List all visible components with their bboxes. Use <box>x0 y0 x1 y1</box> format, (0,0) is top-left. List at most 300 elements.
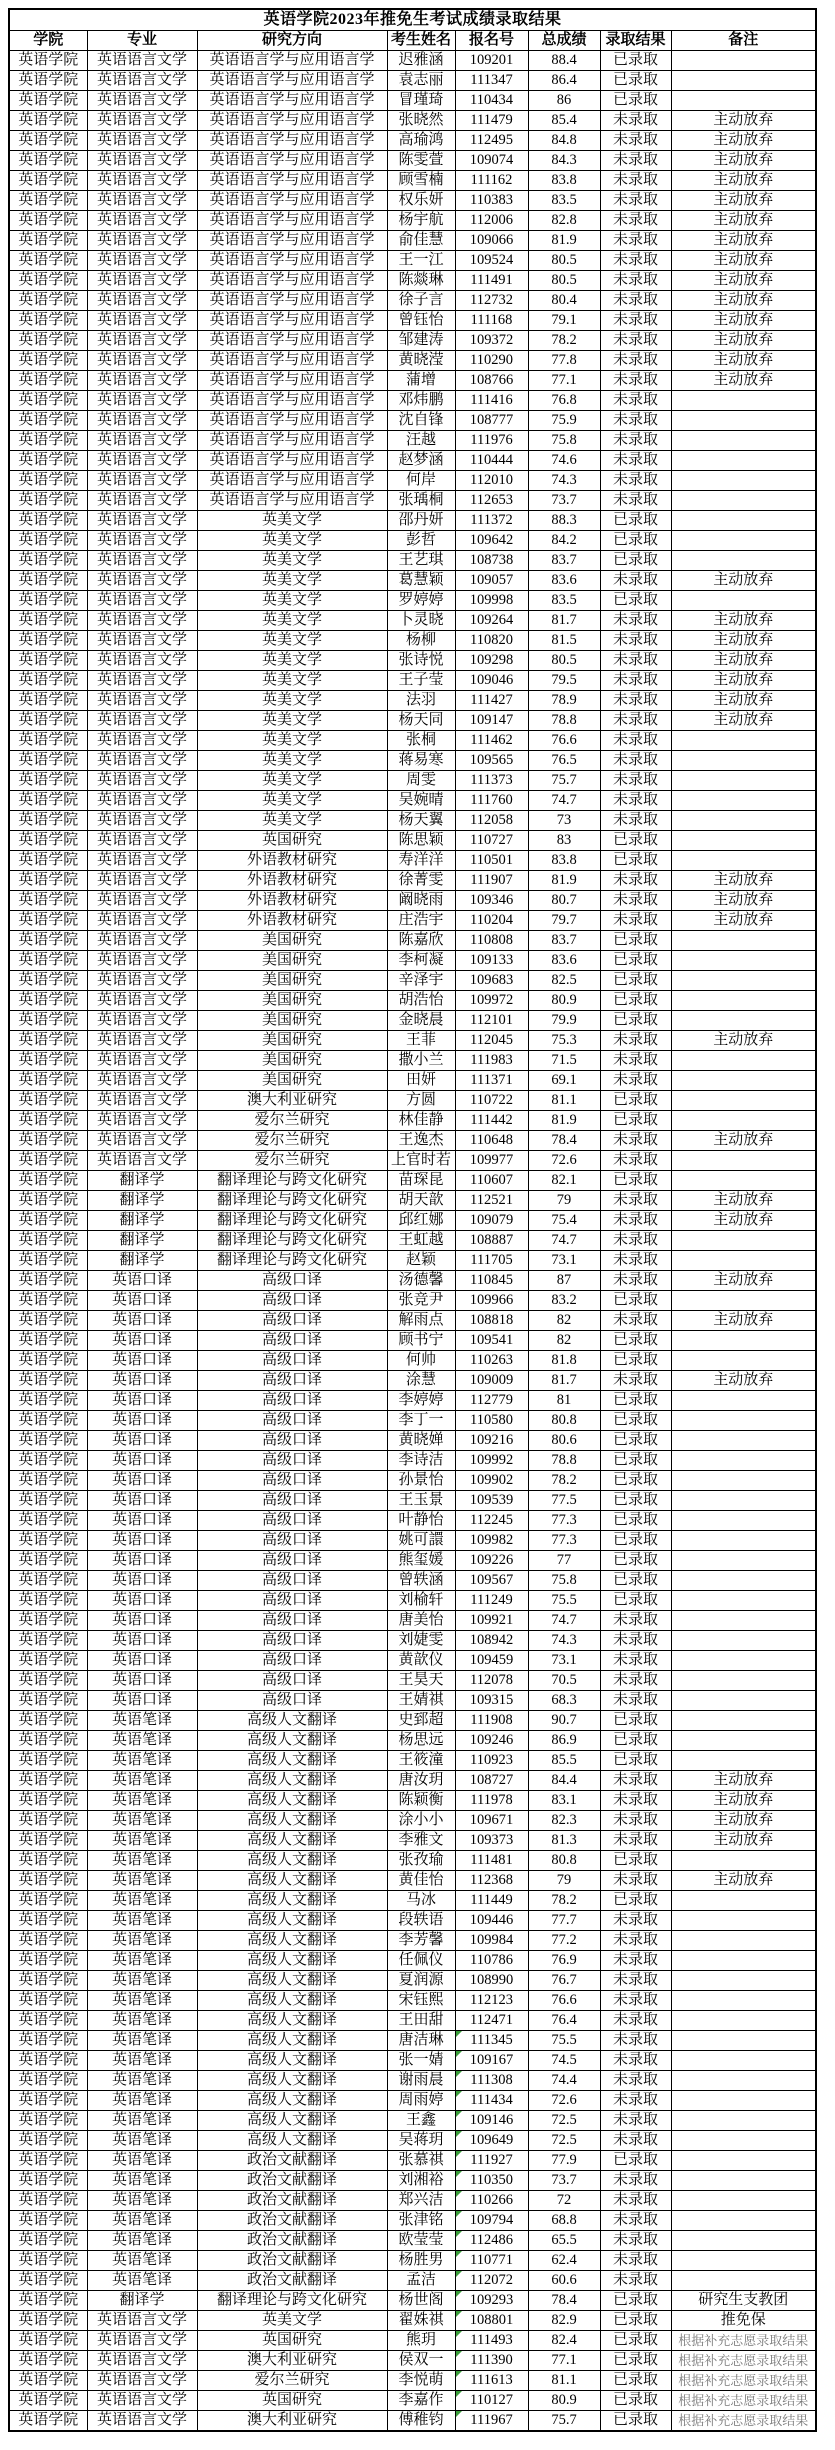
cell-candidate-name: 李诗洁 <box>387 1450 455 1470</box>
cell-major: 英语口译 <box>87 1610 197 1630</box>
cell-direction: 政治文献翻译 <box>197 2210 387 2230</box>
cell-total-score: 81.9 <box>528 1110 600 1130</box>
cell-candidate-name: 彭哲 <box>387 530 455 550</box>
cell-total-score: 83.8 <box>528 850 600 870</box>
cell-major: 英语笔译 <box>87 2110 197 2130</box>
cell-remark <box>671 750 816 770</box>
cell-college: 英语学院 <box>9 1790 87 1810</box>
cell-candidate-name: 史郅超 <box>387 1710 455 1730</box>
cell-candidate-name: 袁志丽 <box>387 70 455 90</box>
cell-total-score: 80.5 <box>528 250 600 270</box>
cell-remark <box>671 1110 816 1130</box>
cell-result: 未录取 <box>600 410 671 430</box>
cell-candidate-name: 罗婷婷 <box>387 590 455 610</box>
cell-total-score: 83.7 <box>528 930 600 950</box>
cell-direction: 翻译理论与跨文化研究 <box>197 1190 387 1210</box>
cell-reg-no: 112521 <box>455 1190 528 1210</box>
table-row <box>9 790 816 810</box>
cell-direction: 英语语言学与应用语言学 <box>197 410 387 430</box>
cell-result: 未录取 <box>600 1990 671 2010</box>
table-row <box>9 250 816 270</box>
cell-major: 英语语言文学 <box>87 1090 197 1110</box>
cell-direction: 英美文学 <box>197 710 387 730</box>
cell-total-score: 77 <box>528 1550 600 1570</box>
cell-college: 英语学院 <box>9 210 87 230</box>
cell-college: 英语学院 <box>9 470 87 490</box>
cell-result: 未录取 <box>600 350 671 370</box>
table-row <box>9 1750 816 1770</box>
cell-candidate-name: 卜灵晓 <box>387 610 455 630</box>
table-row <box>9 70 816 90</box>
cell-college: 英语学院 <box>9 1370 87 1390</box>
cell-direction: 爱尔兰研究 <box>197 1130 387 1150</box>
cell-major: 英语口译 <box>87 1510 197 1530</box>
table-row <box>9 1670 816 1690</box>
cell-remark <box>671 430 816 450</box>
admission-results-table <box>8 8 817 2432</box>
cell-college: 英语学院 <box>9 110 87 130</box>
cell-reg-no: 111308 <box>455 2070 528 2090</box>
cell-major: 英语口译 <box>87 1370 197 1390</box>
cell-major: 英语语言文学 <box>87 690 197 710</box>
cell-reg-no: 109133 <box>455 950 528 970</box>
cell-reg-no: 112123 <box>455 1990 528 2010</box>
cell-reg-no: 109201 <box>455 50 528 70</box>
cell-result: 已录取 <box>600 1110 671 1130</box>
cell-college: 英语学院 <box>9 1050 87 1070</box>
cell-major: 英语笔译 <box>87 1710 197 1730</box>
cell-college: 英语学院 <box>9 170 87 190</box>
cell-major: 英语语言文学 <box>87 1030 197 1050</box>
cell-college: 英语学院 <box>9 290 87 310</box>
cell-reg-no: 110648 <box>455 1130 528 1150</box>
cell-candidate-name: 赵梦涵 <box>387 450 455 470</box>
cell-result: 未录取 <box>600 2130 671 2150</box>
cell-reg-no: 109246 <box>455 1730 528 1750</box>
cell-major: 英语口译 <box>87 1350 197 1370</box>
cell-remark: 主动放弃 <box>671 310 816 330</box>
cell-remark: 主动放弃 <box>671 1770 816 1790</box>
cell-remark: 主动放弃 <box>671 890 816 910</box>
cell-major: 英语笔译 <box>87 1730 197 1750</box>
cell-candidate-name: 李雅文 <box>387 1830 455 1850</box>
cell-remark: 主动放弃 <box>671 710 816 730</box>
table-row <box>9 390 816 410</box>
cell-direction: 爱尔兰研究 <box>197 1110 387 1130</box>
cell-remark: 主动放弃 <box>671 270 816 290</box>
table-row <box>9 1590 816 1610</box>
table-row <box>9 650 816 670</box>
cell-major: 英语口译 <box>87 1530 197 1550</box>
cell-reg-no: 108818 <box>455 1310 528 1330</box>
cell-direction: 英美文学 <box>197 810 387 830</box>
cell-candidate-name: 王子莹 <box>387 670 455 690</box>
cell-reg-no: 109216 <box>455 1430 528 1450</box>
cell-result: 未录取 <box>600 1870 671 1890</box>
cell-remark <box>671 950 816 970</box>
cell-remark <box>671 1910 816 1930</box>
cell-college: 英语学院 <box>9 1930 87 1950</box>
table-row <box>9 2330 816 2350</box>
cell-result: 未录取 <box>600 690 671 710</box>
cell-major: 英语语言文学 <box>87 150 197 170</box>
green-triangle-marker <box>456 2071 462 2077</box>
cell-reg-no: 109079 <box>455 1210 528 1230</box>
table-row <box>9 1690 816 1710</box>
cell-remark <box>671 530 816 550</box>
table-row <box>9 210 816 230</box>
cell-remark <box>671 1570 816 1590</box>
table-row <box>9 1650 816 1670</box>
cell-total-score: 77.3 <box>528 1530 600 1550</box>
cell-reg-no: 112653 <box>455 490 528 510</box>
cell-result: 未录取 <box>600 2190 671 2210</box>
cell-reg-no: 109567 <box>455 1570 528 1590</box>
cell-total-score: 82.5 <box>528 970 600 990</box>
cell-candidate-name: 张诗悦 <box>387 650 455 670</box>
column-header-college: 学院 <box>9 30 87 50</box>
cell-total-score: 73.1 <box>528 1250 600 1270</box>
cell-total-score: 78.2 <box>528 1890 600 1910</box>
cell-major: 英语语言文学 <box>87 770 197 790</box>
cell-candidate-name: 李丁一 <box>387 1410 455 1430</box>
cell-reg-no: 112101 <box>455 1010 528 1030</box>
cell-major: 英语语言文学 <box>87 2370 197 2390</box>
cell-result: 未录取 <box>600 1210 671 1230</box>
green-triangle-marker <box>456 2211 462 2217</box>
table-row <box>9 450 816 470</box>
table-row <box>9 1030 816 1050</box>
cell-remark <box>671 1470 816 1490</box>
cell-remark <box>671 830 816 850</box>
cell-direction: 翻译理论与跨文化研究 <box>197 1210 387 1230</box>
cell-reg-no: 111390 <box>455 2350 528 2370</box>
cell-total-score: 74.6 <box>528 450 600 470</box>
cell-reg-no: 109921 <box>455 1610 528 1630</box>
cell-total-score: 76.6 <box>528 1990 600 2010</box>
cell-result: 未录取 <box>600 910 671 930</box>
cell-total-score: 75.7 <box>528 2410 600 2431</box>
table-row <box>9 1930 816 1950</box>
cell-reg-no: 109539 <box>455 1490 528 1510</box>
table-row <box>9 2050 816 2070</box>
cell-major: 英语语言文学 <box>87 530 197 550</box>
cell-remark: 主动放弃 <box>671 110 816 130</box>
cell-remark: 主动放弃 <box>671 1810 816 1830</box>
cell-candidate-name: 杨思远 <box>387 1730 455 1750</box>
cell-candidate-name: 傅稚钧 <box>387 2410 455 2431</box>
cell-total-score: 77.5 <box>528 1490 600 1510</box>
cell-candidate-name: 汪越 <box>387 430 455 450</box>
cell-candidate-name: 李嘉作 <box>387 2390 455 2410</box>
cell-remark <box>671 1950 816 1970</box>
cell-result: 已录取 <box>600 1590 671 1610</box>
cell-major: 英语语言文学 <box>87 830 197 850</box>
cell-reg-no: 108727 <box>455 1770 528 1790</box>
cell-remark <box>671 810 816 830</box>
cell-result: 已录取 <box>600 2290 671 2310</box>
cell-total-score: 80.8 <box>528 1850 600 1870</box>
cell-major: 翻译学 <box>87 1230 197 1250</box>
cell-remark: 主动放弃 <box>671 1210 816 1230</box>
table-row <box>9 350 816 370</box>
cell-reg-no: 111978 <box>455 1790 528 1810</box>
cell-remark <box>671 50 816 70</box>
cell-result: 未录取 <box>600 2230 671 2250</box>
cell-total-score: 71.5 <box>528 1050 600 1070</box>
cell-direction: 爱尔兰研究 <box>197 1150 387 1170</box>
cell-college: 英语学院 <box>9 2010 87 2030</box>
cell-candidate-name: 葛慧颖 <box>387 570 455 590</box>
table-row <box>9 1310 816 1330</box>
cell-major: 英语笔译 <box>87 2070 197 2090</box>
table-row <box>9 530 816 550</box>
cell-remark <box>671 90 816 110</box>
cell-reg-no: 109346 <box>455 890 528 910</box>
cell-major: 英语笔译 <box>87 2270 197 2290</box>
cell-reg-no: 109524 <box>455 250 528 270</box>
cell-reg-no: 110808 <box>455 930 528 950</box>
green-triangle-marker <box>456 2251 462 2257</box>
cell-result: 已录取 <box>600 1170 671 1190</box>
cell-direction: 高级口译 <box>197 1370 387 1390</box>
cell-candidate-name: 李柯凝 <box>387 950 455 970</box>
cell-remark: 主动放弃 <box>671 1790 816 1810</box>
cell-college: 英语学院 <box>9 1910 87 1930</box>
table-row <box>9 150 816 170</box>
cell-total-score: 79.1 <box>528 310 600 330</box>
cell-total-score: 81.5 <box>528 630 600 650</box>
cell-remark: 主动放弃 <box>671 610 816 630</box>
cell-direction: 政治文献翻译 <box>197 2150 387 2170</box>
cell-college: 英语学院 <box>9 1090 87 1110</box>
cell-remark: 主动放弃 <box>671 1130 816 1150</box>
cell-result: 未录取 <box>600 1810 671 1830</box>
cell-total-score: 84.8 <box>528 130 600 150</box>
cell-remark: 主动放弃 <box>671 170 816 190</box>
cell-remark <box>671 1410 816 1430</box>
cell-major: 英语笔译 <box>87 2230 197 2250</box>
cell-total-score: 81.7 <box>528 610 600 630</box>
cell-candidate-name: 曾钰怡 <box>387 310 455 330</box>
cell-total-score: 72.6 <box>528 1150 600 1170</box>
cell-reg-no: 109902 <box>455 1470 528 1490</box>
cell-candidate-name: 胡浩怡 <box>387 990 455 1010</box>
cell-result: 未录取 <box>600 1790 671 1810</box>
table-row <box>9 2170 816 2190</box>
cell-candidate-name: 迟雅涵 <box>387 50 455 70</box>
column-header-reg-no: 报名号 <box>455 30 528 50</box>
cell-major: 英语语言文学 <box>87 750 197 770</box>
table-row <box>9 1410 816 1430</box>
cell-result: 未录取 <box>600 1610 671 1630</box>
cell-college: 英语学院 <box>9 830 87 850</box>
cell-total-score: 82 <box>528 1310 600 1330</box>
cell-result: 未录取 <box>600 110 671 130</box>
cell-reg-no: 111249 <box>455 1590 528 1610</box>
table-row <box>9 2150 816 2170</box>
cell-direction: 高级人文翻译 <box>197 1950 387 1970</box>
cell-result: 未录取 <box>600 1130 671 1150</box>
cell-direction: 英语语言学与应用语言学 <box>197 270 387 290</box>
cell-candidate-name: 涂小小 <box>387 1810 455 1830</box>
cell-remark <box>671 1430 816 1450</box>
cell-major: 英语语言文学 <box>87 590 197 610</box>
cell-major: 英语语言文学 <box>87 50 197 70</box>
cell-result: 已录取 <box>600 1010 671 1030</box>
cell-direction: 英语语言学与应用语言学 <box>197 290 387 310</box>
cell-reg-no: 109966 <box>455 1290 528 1310</box>
cell-college: 英语学院 <box>9 550 87 570</box>
table-row <box>9 630 816 650</box>
cell-college: 英语学院 <box>9 1750 87 1770</box>
cell-college: 英语学院 <box>9 650 87 670</box>
cell-college: 英语学院 <box>9 70 87 90</box>
cell-total-score: 78.4 <box>528 1130 600 1150</box>
cell-reg-no: 112045 <box>455 1030 528 1050</box>
cell-direction: 英语语言学与应用语言学 <box>197 210 387 230</box>
table-row <box>9 670 816 690</box>
cell-direction: 高级口译 <box>197 1270 387 1290</box>
cell-reg-no: 111168 <box>455 310 528 330</box>
cell-college: 英语学院 <box>9 1070 87 1090</box>
cell-result: 未录取 <box>600 130 671 150</box>
cell-major: 英语语言文学 <box>87 970 197 990</box>
cell-reg-no: 109293 <box>455 2290 528 2310</box>
cell-result: 已录取 <box>600 1330 671 1350</box>
cell-total-score: 83.7 <box>528 550 600 570</box>
cell-result: 未录取 <box>600 1190 671 1210</box>
cell-college: 英语学院 <box>9 1510 87 1530</box>
cell-remark: 主动放弃 <box>671 150 816 170</box>
cell-college: 英语学院 <box>9 310 87 330</box>
cell-major: 英语笔译 <box>87 1870 197 1890</box>
cell-result: 未录取 <box>600 370 671 390</box>
cell-major: 翻译学 <box>87 1170 197 1190</box>
cell-total-score: 77.7 <box>528 1910 600 1930</box>
cell-result: 未录取 <box>600 1150 671 1170</box>
cell-result: 已录取 <box>600 530 671 550</box>
cell-remark <box>671 1350 816 1370</box>
cell-remark: 根据补充志愿录取结果 <box>671 2350 816 2370</box>
cell-candidate-name: 王田甜 <box>387 2010 455 2030</box>
cell-total-score: 70.5 <box>528 1670 600 1690</box>
cell-result: 未录取 <box>600 1630 671 1650</box>
cell-major: 英语笔译 <box>87 2210 197 2230</box>
table-row <box>9 1810 816 1830</box>
cell-college: 英语学院 <box>9 390 87 410</box>
cell-major: 英语语言文学 <box>87 810 197 830</box>
cell-result: 未录取 <box>600 450 671 470</box>
table-row <box>9 1230 816 1250</box>
cell-result: 未录取 <box>600 1670 671 1690</box>
cell-result: 未录取 <box>600 2210 671 2230</box>
cell-total-score: 83.5 <box>528 590 600 610</box>
table-row <box>9 1250 816 1270</box>
cell-direction: 高级人文翻译 <box>197 1710 387 1730</box>
cell-total-score: 82.3 <box>528 1810 600 1830</box>
cell-candidate-name: 王逸杰 <box>387 1130 455 1150</box>
cell-total-score: 75.8 <box>528 1570 600 1590</box>
cell-candidate-name: 庄浩宇 <box>387 910 455 930</box>
cell-total-score: 86.4 <box>528 70 600 90</box>
cell-total-score: 79 <box>528 1190 600 1210</box>
cell-college: 英语学院 <box>9 1670 87 1690</box>
cell-reg-no: 109794 <box>455 2210 528 2230</box>
cell-college: 英语学院 <box>9 930 87 950</box>
cell-total-score: 68.8 <box>528 2210 600 2230</box>
cell-reg-no: 109982 <box>455 1530 528 1550</box>
cell-college: 英语学院 <box>9 1430 87 1450</box>
cell-direction: 英美文学 <box>197 590 387 610</box>
cell-college: 英语学院 <box>9 790 87 810</box>
cell-result: 未录取 <box>600 1930 671 1950</box>
cell-direction: 外语教材研究 <box>197 870 387 890</box>
cell-direction: 美国研究 <box>197 1030 387 1050</box>
cell-college: 英语学院 <box>9 1150 87 1170</box>
cell-result: 未录取 <box>600 650 671 670</box>
cell-remark <box>671 1710 816 1730</box>
cell-reg-no: 109298 <box>455 650 528 670</box>
cell-remark <box>671 2270 816 2290</box>
table-row <box>9 2010 816 2030</box>
cell-reg-no: 111449 <box>455 1890 528 1910</box>
cell-result: 已录取 <box>600 90 671 110</box>
cell-reg-no: 111613 <box>455 2370 528 2390</box>
table-row <box>9 1290 816 1310</box>
cell-result: 已录取 <box>600 830 671 850</box>
column-header-candidate-name: 考生姓名 <box>387 30 455 50</box>
cell-major: 英语语言文学 <box>87 310 197 330</box>
cell-reg-no: 112368 <box>455 1870 528 1890</box>
table-row <box>9 2130 816 2150</box>
cell-candidate-name: 邵丹妍 <box>387 510 455 530</box>
cell-college: 英语学院 <box>9 330 87 350</box>
table-row <box>9 2350 816 2370</box>
cell-major: 英语口译 <box>87 1650 197 1670</box>
cell-direction: 英美文学 <box>197 670 387 690</box>
cell-direction: 高级人文翻译 <box>197 1990 387 2010</box>
cell-college: 英语学院 <box>9 750 87 770</box>
cell-major: 英语口译 <box>87 1270 197 1290</box>
cell-college: 英语学院 <box>9 990 87 1010</box>
cell-college: 英语学院 <box>9 2310 87 2330</box>
cell-college: 英语学院 <box>9 1970 87 1990</box>
table-row <box>9 1950 816 1970</box>
cell-college: 英语学院 <box>9 710 87 730</box>
cell-college: 英语学院 <box>9 2350 87 2370</box>
cell-candidate-name: 姚可譞 <box>387 1530 455 1550</box>
cell-candidate-name: 杨胜男 <box>387 2250 455 2270</box>
cell-total-score: 85.4 <box>528 110 600 130</box>
cell-remark <box>671 410 816 430</box>
cell-major: 英语语言文学 <box>87 870 197 890</box>
cell-reg-no: 111372 <box>455 510 528 530</box>
table-row <box>9 1430 816 1450</box>
cell-major: 英语笔译 <box>87 2150 197 2170</box>
column-header-remark: 备注 <box>671 30 816 50</box>
cell-candidate-name: 解雨点 <box>387 1310 455 1330</box>
cell-direction: 美国研究 <box>197 1070 387 1090</box>
cell-result: 已录取 <box>600 970 671 990</box>
cell-direction: 英美文学 <box>197 690 387 710</box>
cell-reg-no: 110722 <box>455 1090 528 1110</box>
cell-major: 英语语言文学 <box>87 670 197 690</box>
cell-total-score: 83.6 <box>528 570 600 590</box>
cell-reg-no: 111462 <box>455 730 528 750</box>
cell-result: 未录取 <box>600 1230 671 1250</box>
cell-college: 英语学院 <box>9 1610 87 1630</box>
